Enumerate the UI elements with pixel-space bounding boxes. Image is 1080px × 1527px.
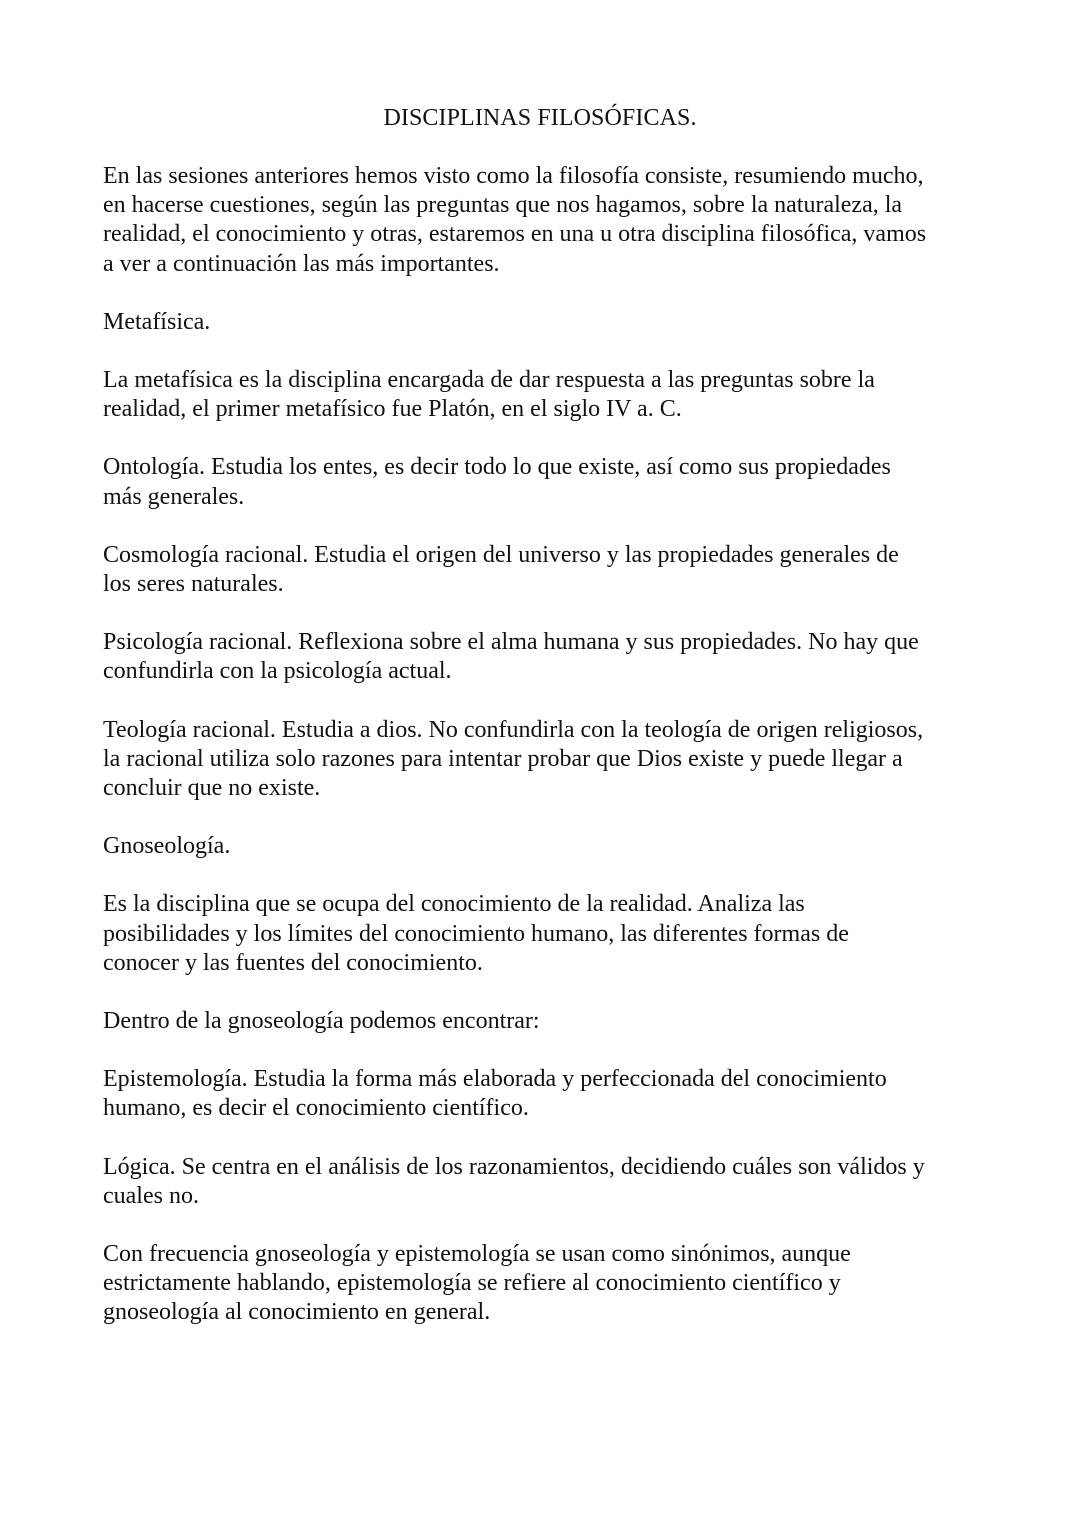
paragraph-conclusion: Con frecuencia gnoseología y epistemología se usan como sinónimos, aunque estrictamente hablando, epistemología se refiere al conocimiento científico y gnoseología al conocimiento en general. (103, 1241, 851, 1326)
heading-metafisica: Metafísica. (103, 308, 211, 335)
paragraph-metafisica: La metafísica es la disciplina encargada de dar respuesta a las preguntas sobre la realidad, el primer metafísico fue Platón, en el siglo IV a. C. (103, 367, 875, 423)
paragraph-ontologia: Ontología. Estudia los entes, es decir todo lo que existe, así como sus propiedades más generales. (103, 454, 891, 510)
paragraph-teologia: Teología racional. Estudia a dios. No confundirla con la teología de origen religiosos, la racional utiliza solo razones para intentar probar que Dios existe y puede llegar a concluir que no existe. (103, 716, 924, 802)
heading-gnoseologia: Gnoseología. (103, 833, 231, 860)
paragraph-psicologia: Psicología racional. Reflexiona sobre el alma humana y sus propiedades. No hay que confundirla con la psicología actual. (103, 629, 919, 685)
paragraph-dentro: Dentro de la gnoseología podemos encontrar: (103, 1008, 540, 1035)
page-title: DISCIPLINAS FILOSÓFICAS. (383, 105, 697, 131)
paragraph-logica: Lógica. Se centra en el análisis de los razonamientos, decidiendo cuáles son válidos y cuales no. (103, 1153, 925, 1209)
paragraph-intro: En las sesiones anteriores hemos visto como la filosofía consiste, resumiendo mucho, en hacerse cuestiones, según las preguntas que nos hagamos, sobre la naturaleza, la realidad, el conocimiento y otras, estaremos en una u otra disciplina filosófica, vamos a ver a continuación las más importantes. (103, 163, 927, 277)
paragraph-gnoseologia: Es la disciplina que se ocupa del conocimiento de la realidad. Analiza las posibilidades y los límites del conocimiento humano, las diferentes formas de conocer y las fuentes del conocimiento. (103, 891, 849, 976)
paragraph-epistemologia: Epistemología. Estudia la forma más elaborada y perfeccionada del conocimiento humano, es decir el conocimiento científico. (103, 1066, 887, 1122)
paragraph-cosmologia: Cosmología racional. Estudia el origen del universo y las propiedades generales de los seres naturales. (103, 541, 899, 598)
document-body (103, 162, 983, 1357)
